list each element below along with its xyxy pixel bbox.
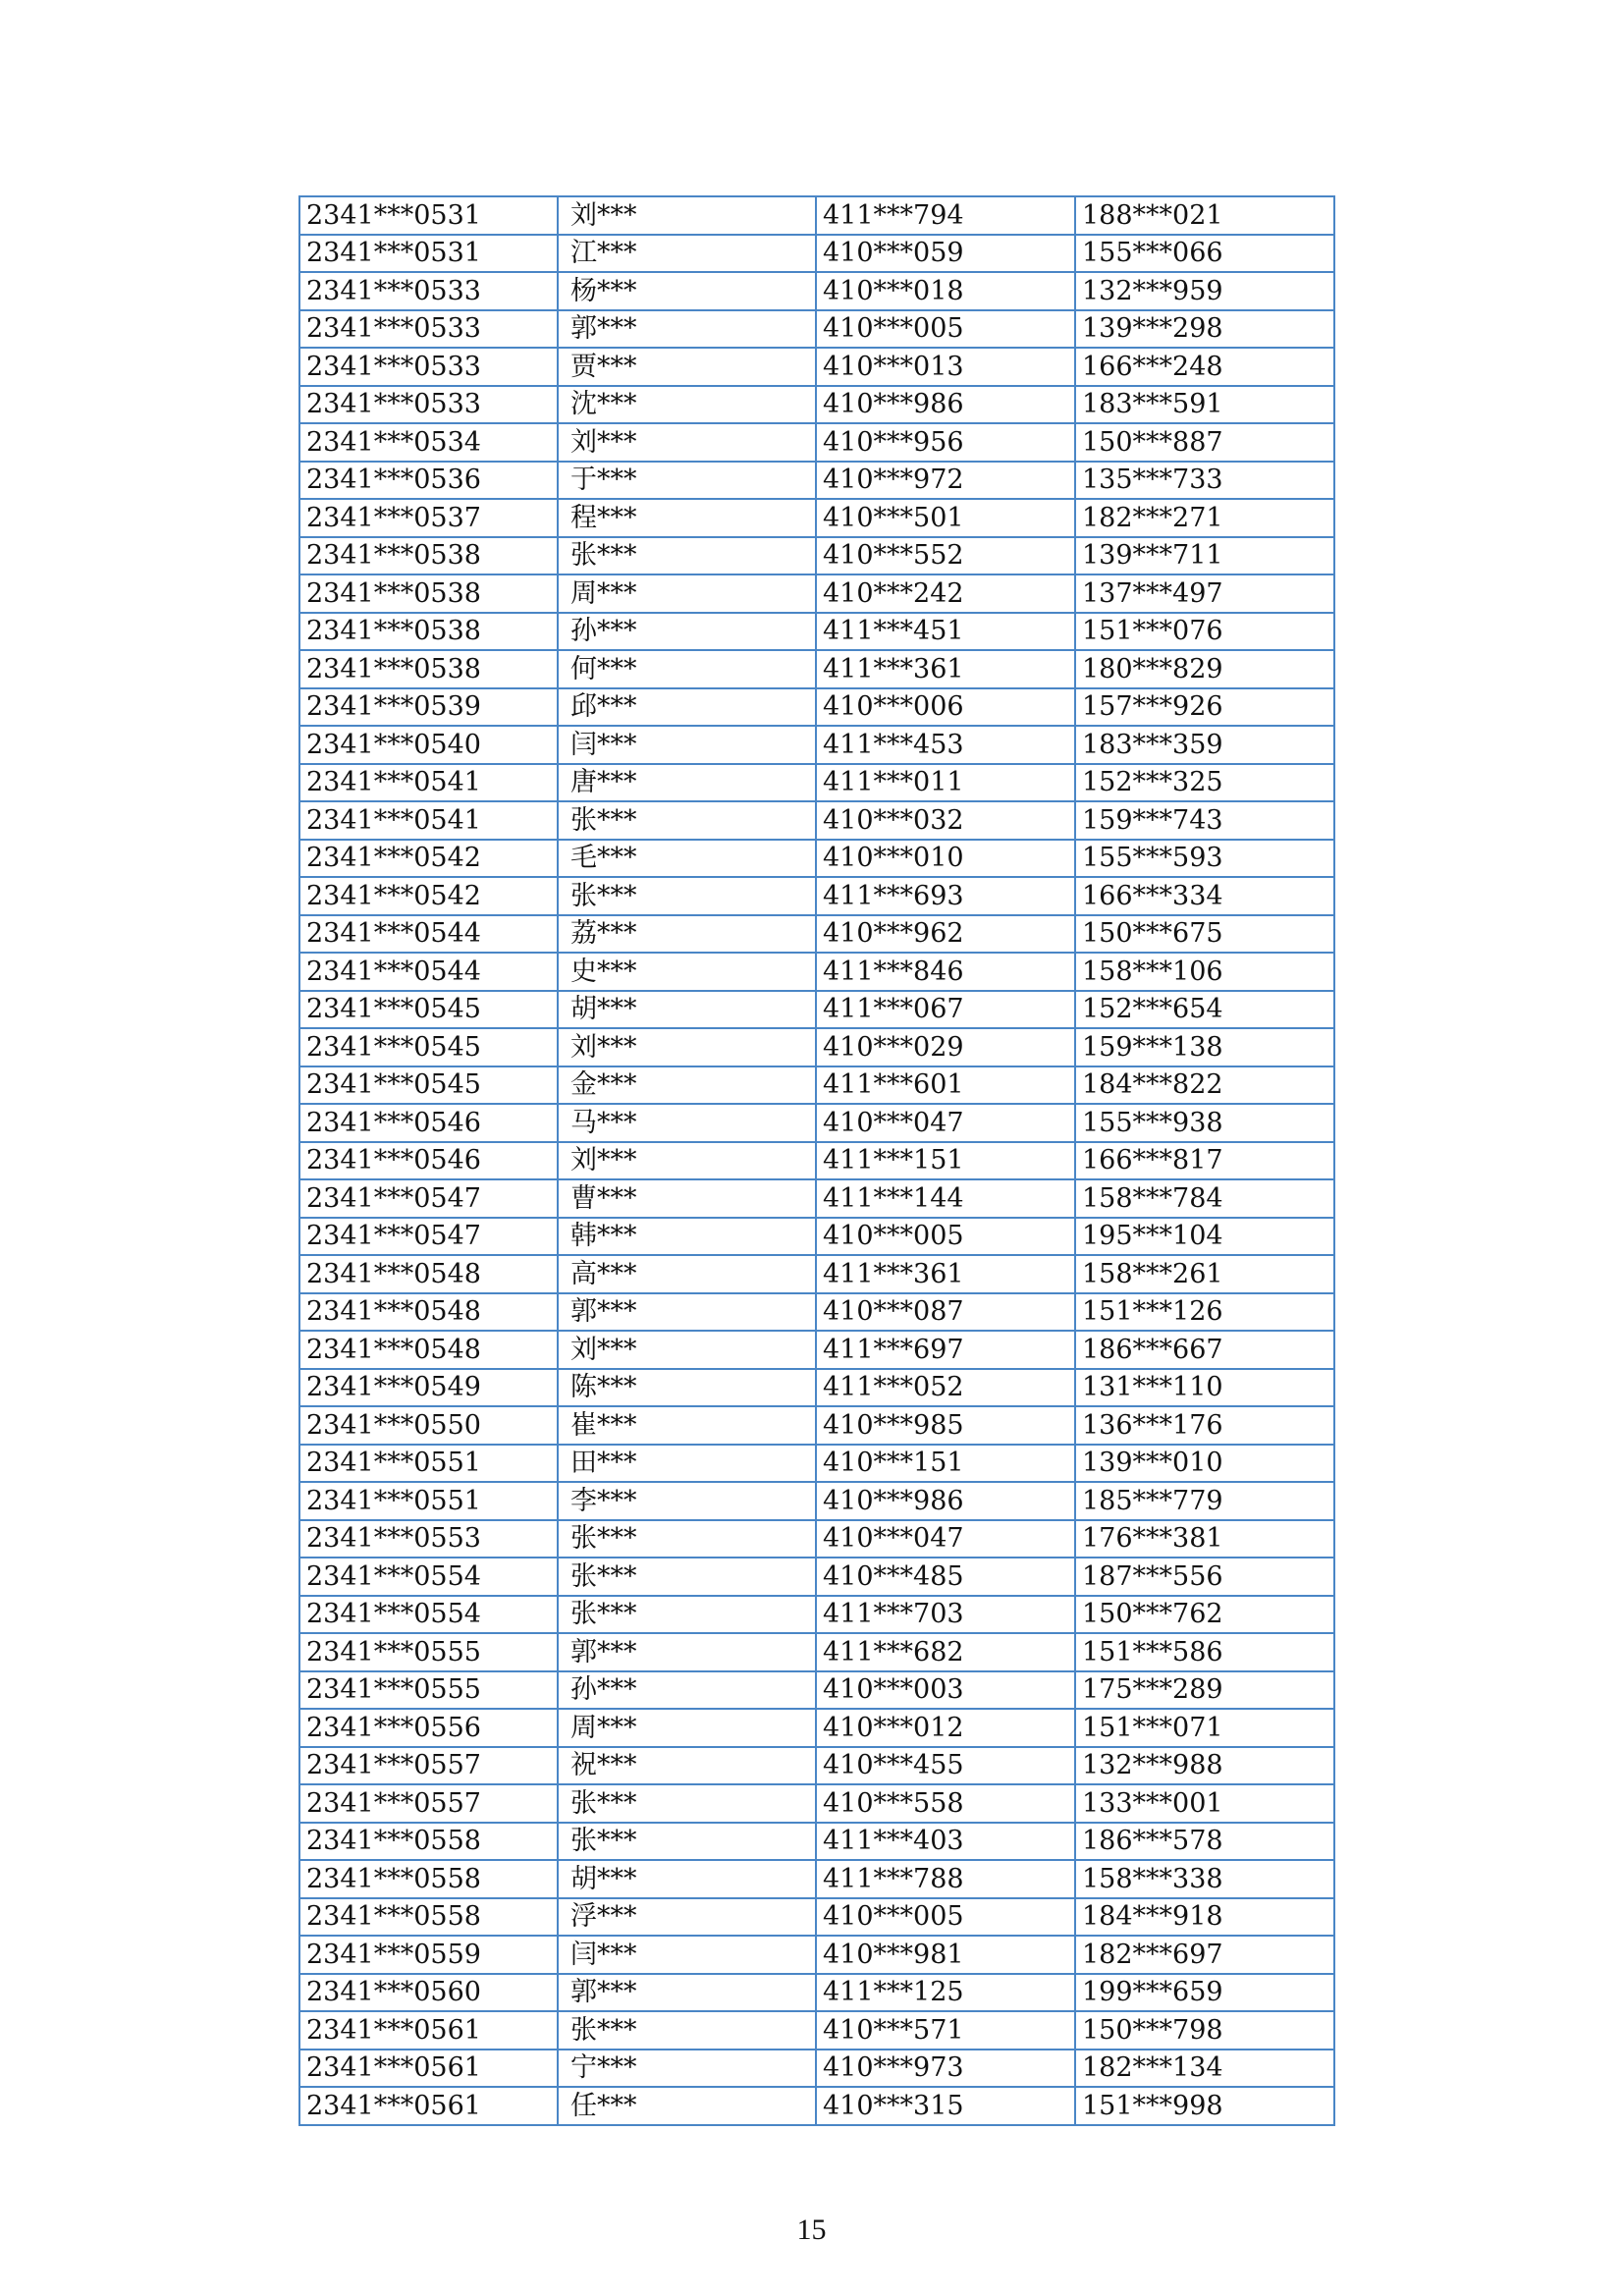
name-cell: 高*** <box>558 1255 816 1293</box>
student-id-cell: 2341***0550 <box>299 1406 558 1445</box>
table-row <box>299 235 1334 273</box>
phone-cell: 155***938 <box>1075 1104 1334 1142</box>
id-number-cell: 410***973 <box>816 2050 1075 2088</box>
table-row <box>299 1936 1334 1974</box>
phone-cell: 151***998 <box>1075 2087 1334 2125</box>
id-number-cell: 411***453 <box>816 726 1075 764</box>
id-number-cell: 410***047 <box>816 1104 1075 1142</box>
student-id-cell: 2341***0557 <box>299 1747 558 1785</box>
table-row <box>299 1860 1334 1898</box>
name-cell: 江*** <box>558 235 816 273</box>
name-cell: 沈*** <box>558 386 816 424</box>
id-number-cell: 410***501 <box>816 499 1075 537</box>
name-cell: 贾*** <box>558 348 816 386</box>
student-id-cell: 2341***0538 <box>299 650 558 688</box>
phone-cell: 166***817 <box>1075 1142 1334 1180</box>
name-cell: 邱*** <box>558 688 816 727</box>
page-number: 15 <box>796 2214 827 2246</box>
id-number-cell: 410***981 <box>816 1936 1075 1974</box>
name-cell: 周*** <box>558 1709 816 1747</box>
phone-cell: 166***334 <box>1075 877 1334 915</box>
name-cell: 任*** <box>558 2087 816 2125</box>
phone-cell: 158***261 <box>1075 1255 1334 1293</box>
student-id-cell: 2341***0545 <box>299 1028 558 1066</box>
student-id-cell: 2341***0533 <box>299 348 558 386</box>
id-number-cell: 410***005 <box>816 310 1075 349</box>
name-cell: 刘*** <box>558 1142 816 1180</box>
name-cell: 唐*** <box>558 764 816 802</box>
table-row <box>299 953 1334 991</box>
name-cell: 田*** <box>558 1445 816 1483</box>
phone-cell: 183***591 <box>1075 386 1334 424</box>
student-id-cell: 2341***0556 <box>299 1709 558 1747</box>
id-number-cell: 410***032 <box>816 801 1075 840</box>
phone-cell: 151***071 <box>1075 1709 1334 1747</box>
table-row <box>299 1671 1334 1710</box>
phone-cell: 185***779 <box>1075 1482 1334 1520</box>
table-row <box>299 310 1334 349</box>
table-row <box>299 1445 1334 1483</box>
table-row <box>299 915 1334 954</box>
phone-cell: 180***829 <box>1075 650 1334 688</box>
table-row <box>299 1784 1334 1823</box>
table-row <box>299 1898 1334 1937</box>
phone-cell: 150***798 <box>1075 2011 1334 2050</box>
student-id-cell: 2341***0553 <box>299 1520 558 1558</box>
id-number-cell: 410***455 <box>816 1747 1075 1785</box>
name-cell: 金*** <box>558 1066 816 1105</box>
student-id-cell: 2341***0537 <box>299 499 558 537</box>
name-cell: 胡*** <box>558 991 816 1029</box>
student-id-cell: 2341***0554 <box>299 1558 558 1596</box>
phone-cell: 187***556 <box>1075 1558 1334 1596</box>
phone-cell: 183***359 <box>1075 726 1334 764</box>
name-cell: 张*** <box>558 1520 816 1558</box>
id-number-cell: 410***010 <box>816 840 1075 878</box>
phone-cell: 150***675 <box>1075 915 1334 954</box>
phone-cell: 131***110 <box>1075 1369 1334 1407</box>
table-row <box>299 801 1334 840</box>
student-id-cell: 2341***0557 <box>299 1784 558 1823</box>
name-cell: 李*** <box>558 1482 816 1520</box>
student-id-cell: 2341***0533 <box>299 272 558 310</box>
name-cell: 陈*** <box>558 1369 816 1407</box>
table-row <box>299 1823 1334 1861</box>
phone-cell: 135***733 <box>1075 462 1334 500</box>
table-row <box>299 1482 1334 1520</box>
id-number-cell: 411***697 <box>816 1331 1075 1369</box>
phone-cell: 184***822 <box>1075 1066 1334 1105</box>
student-id-cell: 2341***0545 <box>299 991 558 1029</box>
id-number-cell: 410***485 <box>816 1558 1075 1596</box>
name-cell: 闫*** <box>558 1936 816 1974</box>
name-cell: 刘*** <box>558 196 816 235</box>
id-number-cell: 410***985 <box>816 1406 1075 1445</box>
table-row <box>299 1104 1334 1142</box>
name-cell: 浮*** <box>558 1898 816 1937</box>
id-number-cell: 411***682 <box>816 1633 1075 1671</box>
id-number-cell: 411***451 <box>816 613 1075 651</box>
phone-cell: 157***926 <box>1075 688 1334 727</box>
table-row <box>299 1218 1334 1256</box>
id-number-cell: 411***361 <box>816 650 1075 688</box>
phone-cell: 175***289 <box>1075 1671 1334 1710</box>
phone-cell: 151***126 <box>1075 1293 1334 1332</box>
table-row <box>299 423 1334 462</box>
table-row <box>299 272 1334 310</box>
student-id-cell: 2341***0559 <box>299 1936 558 1974</box>
phone-cell: 152***654 <box>1075 991 1334 1029</box>
name-cell: 祝*** <box>558 1747 816 1785</box>
id-number-cell: 410***012 <box>816 1709 1075 1747</box>
student-id-cell: 2341***0538 <box>299 613 558 651</box>
table-row <box>299 726 1334 764</box>
table-row <box>299 1293 1334 1332</box>
id-number-cell: 411***052 <box>816 1369 1075 1407</box>
table-row <box>299 2050 1334 2088</box>
table-row <box>299 1142 1334 1180</box>
table-row <box>299 991 1334 1029</box>
name-cell: 崔*** <box>558 1406 816 1445</box>
phone-cell: 159***743 <box>1075 801 1334 840</box>
student-id-cell: 2341***0538 <box>299 537 558 575</box>
name-cell: 刘*** <box>558 1331 816 1369</box>
id-number-cell: 410***558 <box>816 1784 1075 1823</box>
phone-cell: 132***959 <box>1075 272 1334 310</box>
phone-cell: 166***248 <box>1075 348 1334 386</box>
id-number-cell: 410***956 <box>816 423 1075 462</box>
id-number-cell: 411***067 <box>816 991 1075 1029</box>
name-cell: 马*** <box>558 1104 816 1142</box>
id-number-cell: 410***087 <box>816 1293 1075 1332</box>
student-id-cell: 2341***0538 <box>299 574 558 613</box>
student-id-cell: 2341***0533 <box>299 310 558 349</box>
table-row <box>299 1633 1334 1671</box>
phone-cell: 182***134 <box>1075 2050 1334 2088</box>
phone-cell: 133***001 <box>1075 1784 1334 1823</box>
name-cell: 张*** <box>558 1558 816 1596</box>
table-row <box>299 613 1334 651</box>
name-cell: 郭*** <box>558 310 816 349</box>
name-cell: 于*** <box>558 462 816 500</box>
id-number-cell: 410***005 <box>816 1218 1075 1256</box>
id-number-cell: 411***011 <box>816 764 1075 802</box>
table-row <box>299 2087 1334 2125</box>
name-cell: 孙*** <box>558 1671 816 1710</box>
phone-cell: 152***325 <box>1075 764 1334 802</box>
id-number-cell: 411***703 <box>816 1596 1075 1634</box>
name-cell: 张*** <box>558 2011 816 2050</box>
name-cell: 张*** <box>558 877 816 915</box>
id-number-cell: 410***972 <box>816 462 1075 500</box>
table-row <box>299 1066 1334 1105</box>
student-id-cell: 2341***0551 <box>299 1482 558 1520</box>
id-number-cell: 410***315 <box>816 2087 1075 2125</box>
student-id-cell: 2341***0558 <box>299 1823 558 1861</box>
name-cell: 张*** <box>558 801 816 840</box>
id-number-cell: 411***151 <box>816 1142 1075 1180</box>
student-id-cell: 2341***0547 <box>299 1179 558 1218</box>
table-row <box>299 1747 1334 1785</box>
phone-cell: 188***021 <box>1075 196 1334 235</box>
table-row <box>299 196 1334 235</box>
student-id-cell: 2341***0551 <box>299 1445 558 1483</box>
id-number-cell: 410***552 <box>816 537 1075 575</box>
table-row <box>299 1179 1334 1218</box>
name-cell: 张*** <box>558 1823 816 1861</box>
phone-cell: 158***338 <box>1075 1860 1334 1898</box>
phone-cell: 158***784 <box>1075 1179 1334 1218</box>
id-number-cell: 411***846 <box>816 953 1075 991</box>
phone-cell: 182***271 <box>1075 499 1334 537</box>
roster-table <box>298 195 1335 2126</box>
table-row <box>299 1369 1334 1407</box>
id-number-cell: 411***361 <box>816 1255 1075 1293</box>
student-id-cell: 2341***0541 <box>299 764 558 802</box>
phone-cell: 195***104 <box>1075 1218 1334 1256</box>
table-row <box>299 1520 1334 1558</box>
student-id-cell: 2341***0548 <box>299 1293 558 1332</box>
id-number-cell: 410***151 <box>816 1445 1075 1483</box>
student-id-cell: 2341***0546 <box>299 1104 558 1142</box>
name-cell: 杨*** <box>558 272 816 310</box>
table-row <box>299 2011 1334 2050</box>
table-row <box>299 1255 1334 1293</box>
student-id-cell: 2341***0539 <box>299 688 558 727</box>
table-row <box>299 499 1334 537</box>
id-number-cell: 411***125 <box>816 1974 1075 2012</box>
student-id-cell: 2341***0544 <box>299 953 558 991</box>
id-number-cell: 410***013 <box>816 348 1075 386</box>
phone-cell: 136***176 <box>1075 1406 1334 1445</box>
student-id-cell: 2341***0533 <box>299 386 558 424</box>
phone-cell: 155***593 <box>1075 840 1334 878</box>
name-cell: 张*** <box>558 537 816 575</box>
table-row <box>299 1709 1334 1747</box>
student-id-cell: 2341***0558 <box>299 1898 558 1937</box>
id-number-cell: 411***144 <box>816 1179 1075 1218</box>
id-number-cell: 410***962 <box>816 915 1075 954</box>
table-row <box>299 348 1334 386</box>
student-id-cell: 2341***0536 <box>299 462 558 500</box>
student-id-cell: 2341***0561 <box>299 2087 558 2125</box>
id-number-cell: 410***571 <box>816 2011 1075 2050</box>
phone-cell: 186***667 <box>1075 1331 1334 1369</box>
id-number-cell: 410***006 <box>816 688 1075 727</box>
table-row <box>299 1974 1334 2012</box>
phone-cell: 158***106 <box>1075 953 1334 991</box>
name-cell: 郭*** <box>558 1974 816 2012</box>
name-cell: 刘*** <box>558 423 816 462</box>
table-row <box>299 462 1334 500</box>
student-id-cell: 2341***0547 <box>299 1218 558 1256</box>
table-row <box>299 688 1334 727</box>
phone-cell: 176***381 <box>1075 1520 1334 1558</box>
student-id-cell: 2341***0534 <box>299 423 558 462</box>
id-number-cell: 410***003 <box>816 1671 1075 1710</box>
phone-cell: 151***076 <box>1075 613 1334 651</box>
phone-cell: 137***497 <box>1075 574 1334 613</box>
phone-cell: 184***918 <box>1075 1898 1334 1937</box>
student-id-cell: 2341***0548 <box>299 1255 558 1293</box>
phone-cell: 159***138 <box>1075 1028 1334 1066</box>
student-id-cell: 2341***0548 <box>299 1331 558 1369</box>
name-cell: 曹*** <box>558 1179 816 1218</box>
student-id-cell: 2341***0542 <box>299 840 558 878</box>
phone-cell: 139***711 <box>1075 537 1334 575</box>
phone-cell: 182***697 <box>1075 1936 1334 1974</box>
student-id-cell: 2341***0558 <box>299 1860 558 1898</box>
name-cell: 程*** <box>558 499 816 537</box>
table-row <box>299 877 1334 915</box>
student-id-cell: 2341***0542 <box>299 877 558 915</box>
table-row <box>299 764 1334 802</box>
id-number-cell: 411***788 <box>816 1860 1075 1898</box>
name-cell: 张*** <box>558 1784 816 1823</box>
table-row <box>299 840 1334 878</box>
name-cell: 周*** <box>558 574 816 613</box>
id-number-cell: 410***986 <box>816 386 1075 424</box>
name-cell: 胡*** <box>558 1860 816 1898</box>
name-cell: 史*** <box>558 953 816 991</box>
name-cell: 何*** <box>558 650 816 688</box>
table-row <box>299 1558 1334 1596</box>
student-id-cell: 2341***0549 <box>299 1369 558 1407</box>
student-id-cell: 2341***0544 <box>299 915 558 954</box>
table-row <box>299 1406 1334 1445</box>
name-cell: 韩*** <box>558 1218 816 1256</box>
table-row <box>299 650 1334 688</box>
student-id-cell: 2341***0561 <box>299 2011 558 2050</box>
phone-cell: 199***659 <box>1075 1974 1334 2012</box>
name-cell: 刘*** <box>558 1028 816 1066</box>
id-number-cell: 410***242 <box>816 574 1075 613</box>
student-id-cell: 2341***0546 <box>299 1142 558 1180</box>
phone-cell: 186***578 <box>1075 1823 1334 1861</box>
phone-cell: 150***887 <box>1075 423 1334 462</box>
student-id-cell: 2341***0561 <box>299 2050 558 2088</box>
id-number-cell: 410***047 <box>816 1520 1075 1558</box>
id-number-cell: 410***986 <box>816 1482 1075 1520</box>
phone-cell: 150***762 <box>1075 1596 1334 1634</box>
table-row <box>299 574 1334 613</box>
name-cell: 郭*** <box>558 1633 816 1671</box>
student-id-cell: 2341***0560 <box>299 1974 558 2012</box>
table-row <box>299 1596 1334 1634</box>
id-number-cell: 410***029 <box>816 1028 1075 1066</box>
table-row <box>299 1331 1334 1369</box>
id-number-cell: 411***403 <box>816 1823 1075 1861</box>
id-number-cell: 411***601 <box>816 1066 1075 1105</box>
phone-cell: 139***298 <box>1075 310 1334 349</box>
id-number-cell: 410***005 <box>816 1898 1075 1937</box>
student-id-cell: 2341***0555 <box>299 1633 558 1671</box>
name-cell: 毛*** <box>558 840 816 878</box>
table-row <box>299 537 1334 575</box>
name-cell: 孙*** <box>558 613 816 651</box>
student-id-cell: 2341***0554 <box>299 1596 558 1634</box>
student-id-cell: 2341***0541 <box>299 801 558 840</box>
roster-table-body <box>299 196 1334 2125</box>
student-id-cell: 2341***0555 <box>299 1671 558 1710</box>
student-id-cell: 2341***0545 <box>299 1066 558 1105</box>
phone-cell: 139***010 <box>1075 1445 1334 1483</box>
name-cell: 张*** <box>558 1596 816 1634</box>
student-id-cell: 2341***0531 <box>299 235 558 273</box>
id-number-cell: 411***794 <box>816 196 1075 235</box>
phone-cell: 132***988 <box>1075 1747 1334 1785</box>
table-row <box>299 1028 1334 1066</box>
name-cell: 郭*** <box>558 1293 816 1332</box>
id-number-cell: 410***059 <box>816 235 1075 273</box>
id-number-cell: 411***693 <box>816 877 1075 915</box>
id-number-cell: 410***018 <box>816 272 1075 310</box>
name-cell: 荔*** <box>558 915 816 954</box>
student-id-cell: 2341***0540 <box>299 726 558 764</box>
phone-cell: 151***586 <box>1075 1633 1334 1671</box>
table-row <box>299 386 1334 424</box>
name-cell: 闫*** <box>558 726 816 764</box>
student-id-cell: 2341***0531 <box>299 196 558 235</box>
name-cell: 宁*** <box>558 2050 816 2088</box>
phone-cell: 155***066 <box>1075 235 1334 273</box>
